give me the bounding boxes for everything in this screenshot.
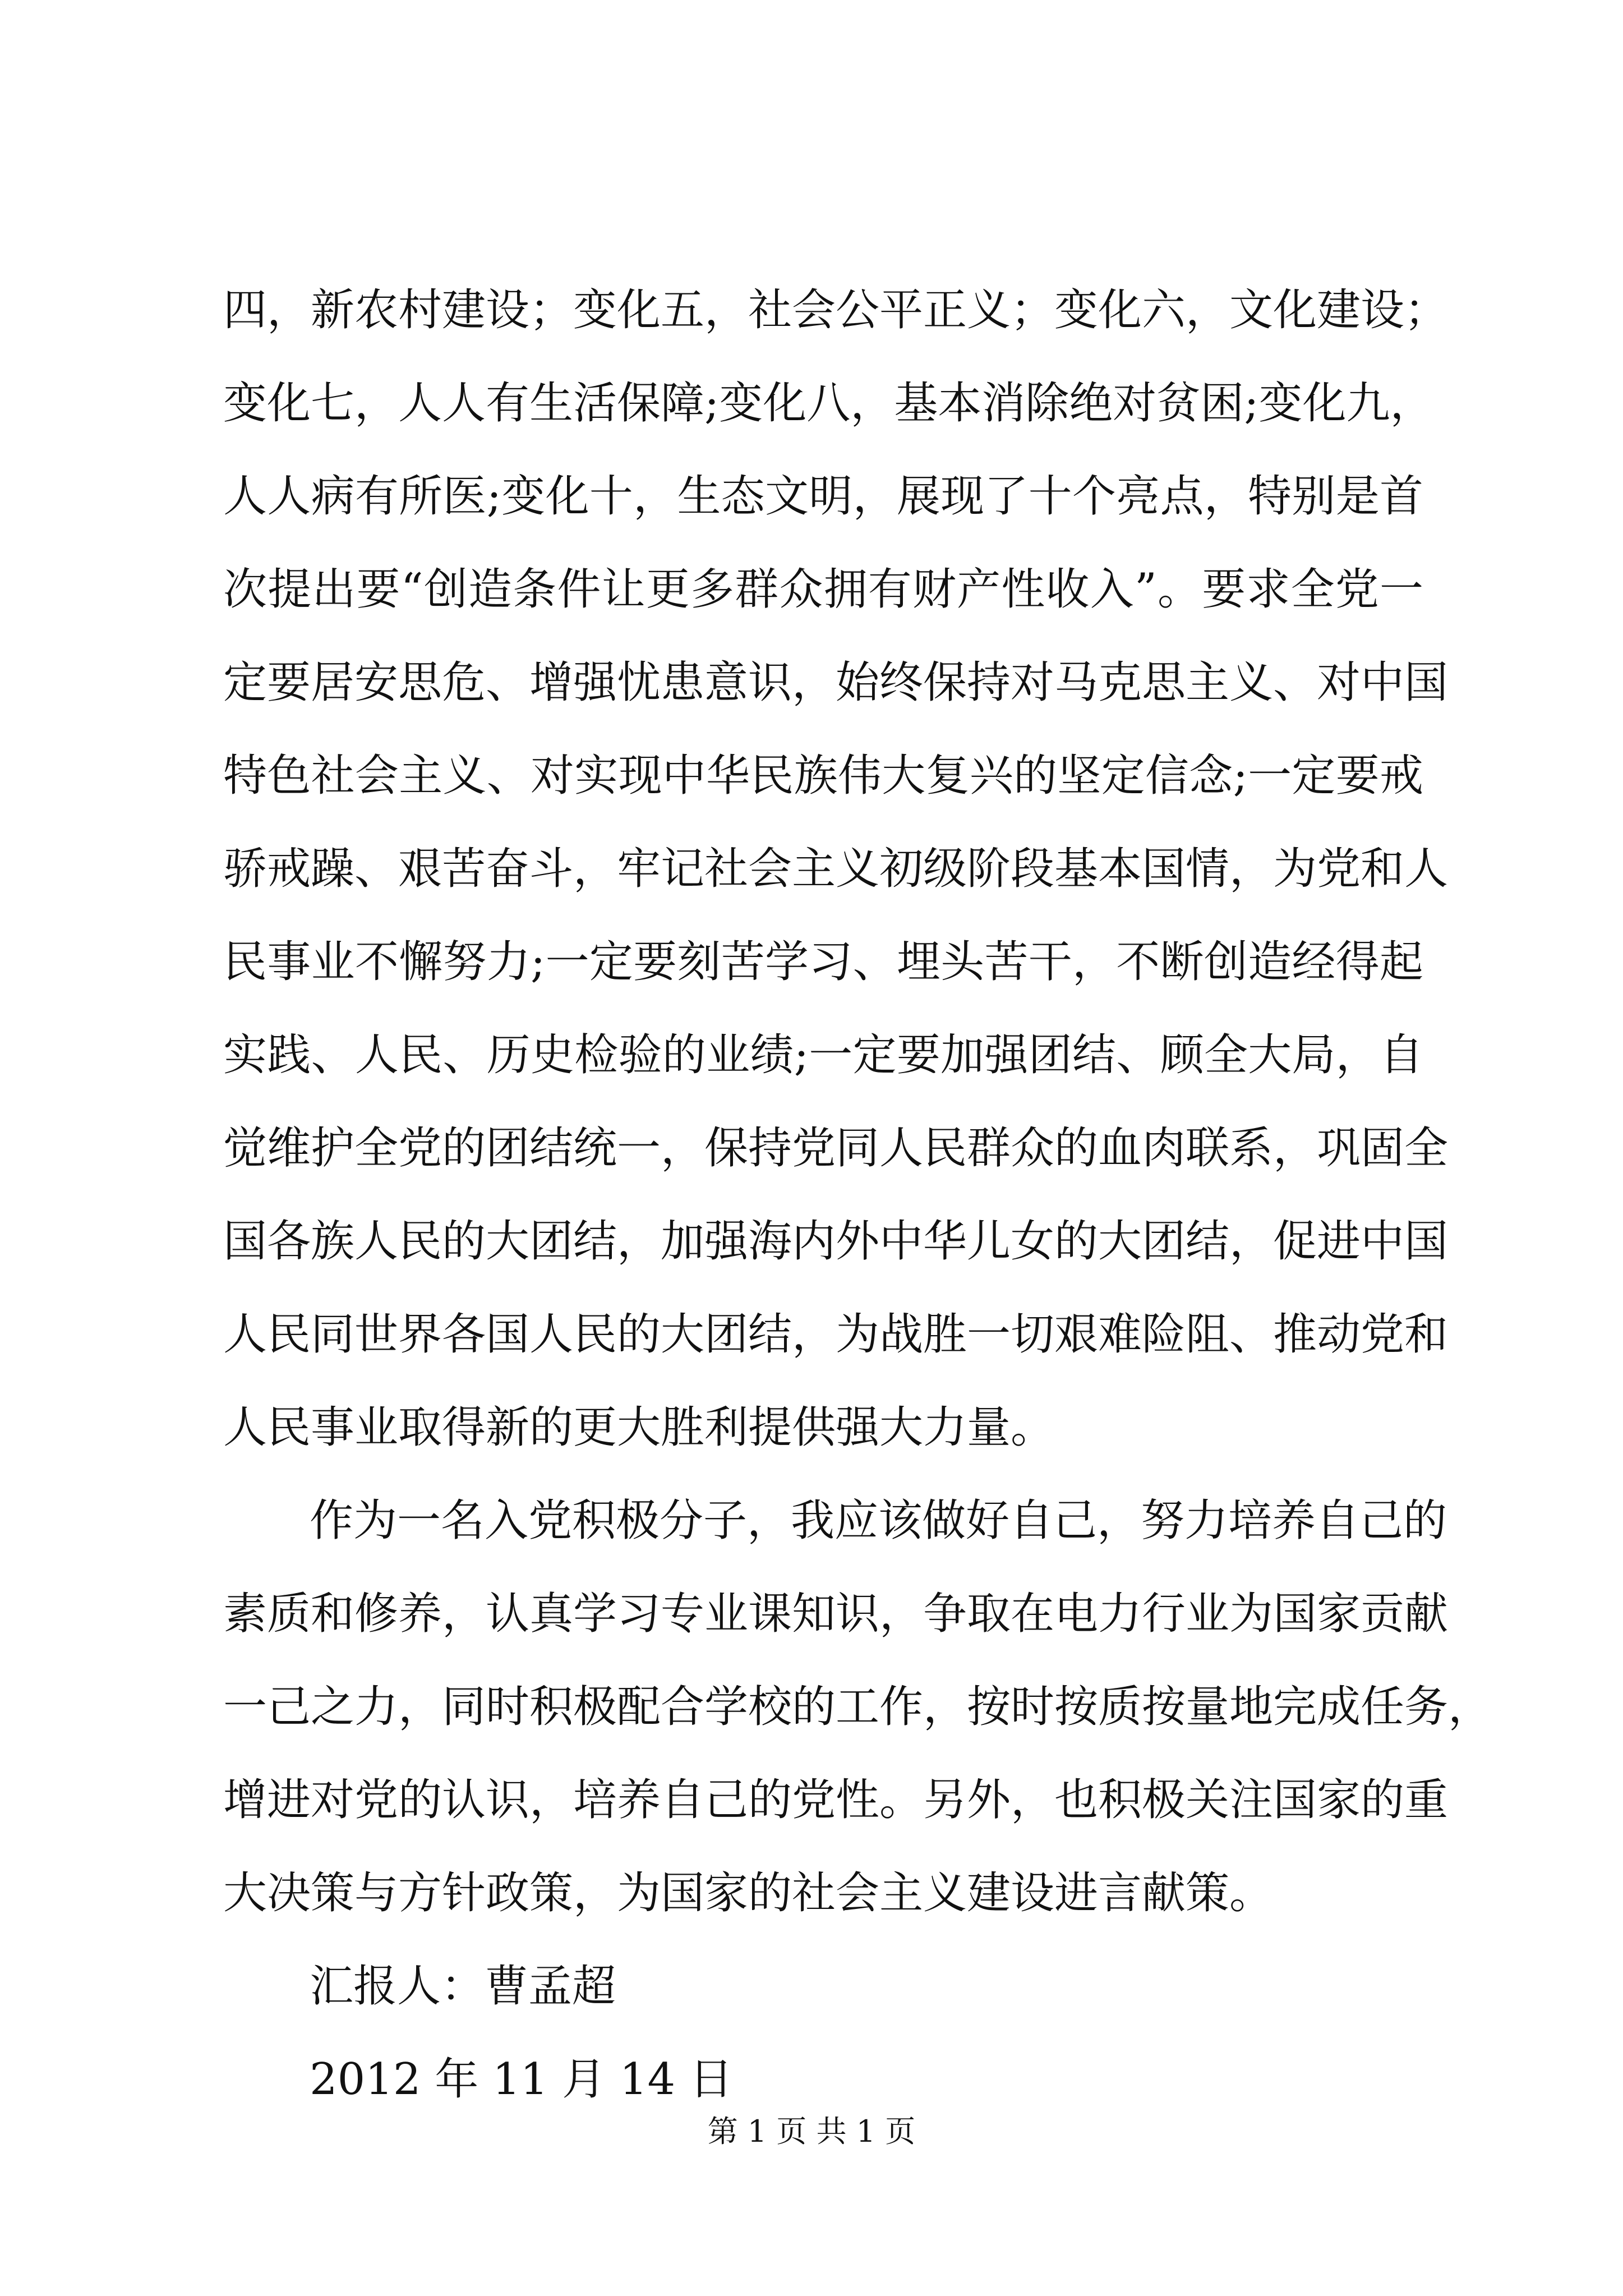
body-line: 增进对党的认识，培养自己的党性。另外，也积极关注国家的重 — [223, 1775, 1449, 1825]
body-line: 四，新农村建设；变化五，社会公平正义；变化六，文化建设； — [223, 285, 1449, 335]
body-line: 素质和修养，认真学习专业课知识，争取在电力行业为国家贡献 — [223, 1589, 1449, 1639]
body-line: 作为一名入党积极分子，我应该做好自己，努力培养自己的 — [310, 1496, 1447, 1546]
body-line: 觉维护全党的团结统一，保持党同人民群众的血肉联系，巩固全 — [223, 1123, 1449, 1174]
body-line: 一己之力，同时积极配合学校的工作，按时按质按量地完成任务， — [223, 1682, 1492, 1732]
body-line: 大决策与方针政策，为国家的社会主义建设进言献策。 — [223, 1868, 1274, 1918]
body-line: 变化七，人人有生活保障;变化八，基本消除绝对贫困;变化九， — [223, 378, 1434, 429]
body-line: 骄戒躁、艰苦奋斗，牢记社会主义初级阶段基本国情，为党和人 — [223, 844, 1449, 894]
document-body — [223, 264, 1492, 2126]
date-line: 2012 年 11 月 14 日 — [310, 2054, 733, 2105]
body-line: 国各族人民的大团结，加强海内外中华儿女的大团结，促进中国 — [223, 1216, 1449, 1267]
body-line: 民事业不懈努力;一定要刻苦学习、埋头苦干，不断创造经得起 — [223, 937, 1423, 987]
body-line: 人民同世界各国人民的大团结，为战胜一切艰难险阻、推动党和 — [223, 1309, 1449, 1360]
body-line: 次提出要“创造条件让更多群众拥有财产性收入”。要求全党一 — [223, 564, 1423, 615]
body-line: 定要居安思危、增强忧患意识，始终保持对马克思主义、对中国 — [223, 657, 1449, 708]
body-line: 人民事业取得新的更大胜利提供强大力量。 — [223, 1402, 1055, 1453]
body-line: 实践、人民、历史检验的业绩;一定要加强团结、顾全大局，自 — [223, 1030, 1423, 1080]
body-line: 人人病有所医;变化十，生态文明，展现了十个亮点，特别是首 — [223, 471, 1423, 522]
body-line: 特色社会主义、对实现中华民族伟大复兴的坚定信念;一定要戒 — [223, 751, 1424, 801]
reporter-line: 汇报人：曹孟超 — [310, 1961, 616, 2012]
page-footer: 第 1 页 共 1 页 — [707, 2114, 916, 2149]
